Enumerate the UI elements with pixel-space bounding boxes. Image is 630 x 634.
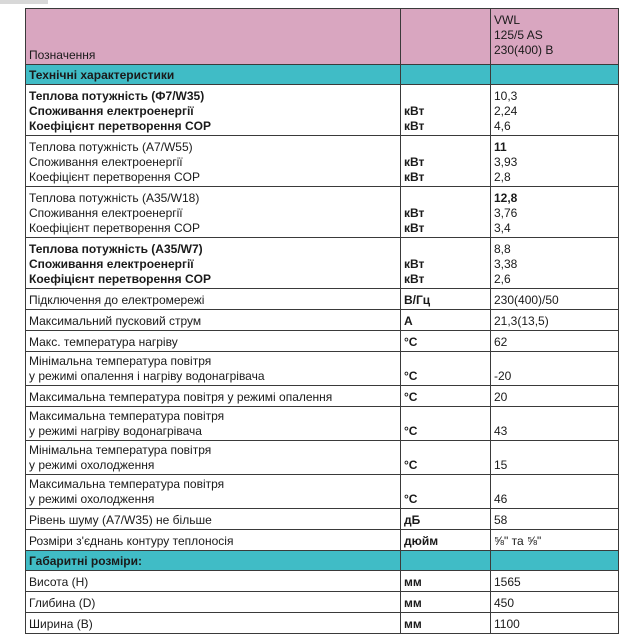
group-label: Коефіцієнт перетворення COP [29,272,211,286]
table-row [26,310,619,331]
group-unit: кВт [404,206,425,220]
group-label: Споживання електроенергії [29,155,183,169]
group-labels [26,136,401,187]
row-unit: °C [401,386,491,407]
row-unit: мм [401,592,491,613]
section-technical [26,65,619,85]
row-unit: A [401,310,491,331]
group-unit: кВт [404,119,425,133]
spec-table [25,8,619,634]
group-label: Теплова потужність (Ф7/W35) [29,89,205,103]
row-label-line: Максимальна температура повітря [29,409,225,423]
group-units [401,85,491,136]
table-row-group [26,85,619,136]
group-unit [404,242,487,257]
group-value: 10,3 [494,89,518,103]
row-value: 58 [491,509,619,530]
group-values [491,187,619,238]
group-value: 8,8 [494,242,511,256]
group-label: Коефіцієнт перетворення COP [29,170,200,184]
row-value: 62 [491,331,619,352]
table-row-group [26,136,619,187]
group-value: 3,93 [494,155,518,169]
group-unit: кВт [404,155,425,169]
header-model [491,9,619,65]
row-value: -20 [491,352,619,386]
group-value: 3,38 [494,257,518,271]
table-row [26,475,619,509]
group-value: 12,8 [494,191,518,205]
table-row [26,331,619,352]
group-value: 2,6 [494,272,511,286]
section-empty-cell [491,65,619,85]
row-label: Висота (H) [26,571,401,592]
group-label: Споживання електроенергії [29,104,194,118]
group-values [491,136,619,187]
row-label [26,352,401,386]
table-row-group [26,238,619,289]
group-unit: кВт [404,257,425,271]
row-label: Макс. температура нагріву [26,331,401,352]
group-value: 11 [494,140,507,154]
group-label: Теплова потужність (A7/W55) [29,140,193,154]
group-label: Коефіцієнт перетворення COP [29,221,200,235]
table-row [26,289,619,310]
group-unit: кВт [404,170,425,184]
group-label: Споживання електроенергії [29,206,183,220]
group-labels [26,187,401,238]
row-unit: °C [401,441,491,475]
row-value: 43 [491,407,619,441]
group-value: 3,4 [494,221,511,235]
group-labels [26,85,401,136]
row-label-line: Максимальна температура повітря [29,477,225,491]
row-label: Рівень шуму (A7/W35) не більше [26,509,401,530]
table-header-row [26,9,619,65]
header-designation: Позначення [26,9,401,65]
model-line: VWL [494,13,521,27]
row-unit: дБ [401,509,491,530]
table-row [26,441,619,475]
group-label: Теплова потужність (A35/W18) [29,191,200,205]
section-empty-cell [491,551,619,571]
table-row [26,352,619,386]
row-label: Підключення до електромережі [26,289,401,310]
row-value: 46 [491,475,619,509]
row-value: 21,3(13,5) [491,310,619,331]
group-label: Споживання електроенергії [29,257,194,271]
table-row [26,386,619,407]
section-dimensions [26,551,619,571]
header-unit [401,9,491,65]
row-label-line: у режимі охолодження [29,492,155,506]
group-units [401,136,491,187]
row-label [26,475,401,509]
row-label: Розміри з'єднань контуру теплоносія [26,530,401,551]
row-unit: °C [401,331,491,352]
row-label [26,407,401,441]
group-unit: кВт [404,104,425,118]
row-label-line: у режимі нагріву водонагрівача [29,424,202,438]
row-unit: °C [401,352,491,386]
group-value: 2,24 [494,104,518,118]
row-label: Ширина (B) [26,613,401,634]
row-value: 1565 [491,571,619,592]
group-unit [404,191,487,206]
row-value: 20 [491,386,619,407]
group-values [491,85,619,136]
table-row [26,530,619,551]
top-edge-bar [0,0,48,4]
group-value: 4,6 [494,119,511,133]
section-empty-cell [401,65,491,85]
row-label: Глибина (D) [26,592,401,613]
row-label-line: Мінімальна температура повітря [29,443,212,457]
row-label: Максимальний пусковий струм [26,310,401,331]
row-value: 230(400)/50 [491,289,619,310]
group-unit: кВт [404,272,425,286]
table-row [26,613,619,634]
row-value: 15 [491,441,619,475]
group-unit [404,89,487,104]
section-empty-cell [401,551,491,571]
row-unit: мм [401,571,491,592]
group-values [491,238,619,289]
section-title: Технічні характеристики [26,65,401,85]
table-row [26,592,619,613]
group-unit [404,140,487,155]
row-unit: мм [401,613,491,634]
row-unit: °C [401,475,491,509]
table-row [26,571,619,592]
group-label: Теплова потужність (A35/W7) [29,242,203,256]
group-value: 3,76 [494,206,518,220]
row-unit: В/Гц [401,289,491,310]
group-units [401,238,491,289]
row-value: 1100 [491,613,619,634]
table-row-group [26,187,619,238]
model-line: 230(400) B [494,43,554,57]
row-label-line: Мінімальна температура повітря [29,354,212,368]
table-row [26,407,619,441]
row-label-line: у режимі охолодження [29,458,155,472]
group-units [401,187,491,238]
model-line: 125/5 AS [494,28,543,42]
table-row [26,509,619,530]
group-label: Коефіцієнт перетворення COP [29,119,211,133]
row-value: ⅝" та ⅝" [491,530,619,551]
row-label [26,441,401,475]
group-value: 2,8 [494,170,511,184]
group-labels [26,238,401,289]
row-unit: дюйм [401,530,491,551]
row-value: 450 [491,592,619,613]
row-unit: °C [401,407,491,441]
group-unit: кВт [404,221,425,235]
section-title: Габаритні розміри: [26,551,401,571]
row-label-line: у режимі опалення і нагріву водонагрівача [29,369,265,383]
row-label: Максимальна температура повітря у режимі опалення [26,386,401,407]
